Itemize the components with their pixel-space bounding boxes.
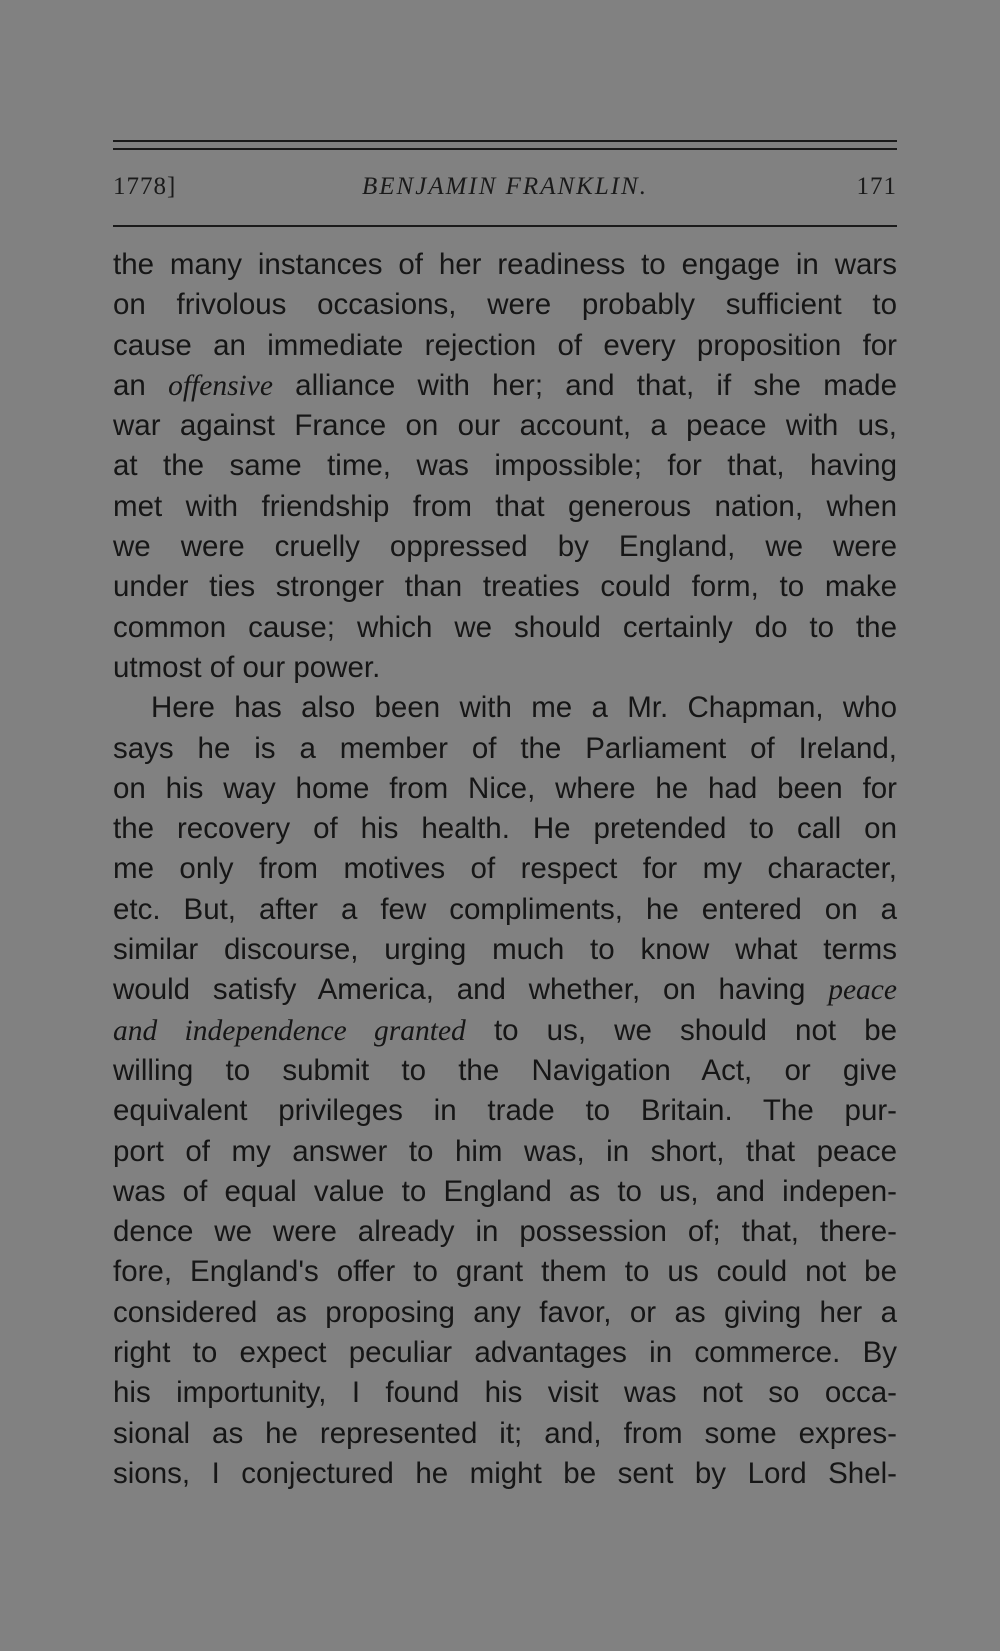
text-line: on his way home from Nice, where he had been for — [113, 771, 897, 805]
text-line: fore, England's offer to grant them to us could not be — [113, 1255, 897, 1289]
text-line: utmost of our power. — [113, 650, 381, 684]
text-line: and independence granted to us, we should not be — [113, 1013, 898, 1047]
text-line: equivalent privileges in trade to Britain. The pur- — [113, 1094, 897, 1128]
italic-emphasis: offensive — [168, 369, 273, 402]
text-line: willing to submit to the Navigation Act, or give — [113, 1053, 897, 1087]
running-header — [113, 173, 897, 207]
text-line: considered as proposing any favor, or as giving her a — [113, 1295, 897, 1329]
page-number: 171 — [856, 173, 897, 200]
text-line: the recovery of his health. He pretended to call on — [113, 812, 897, 846]
text-line: me only from motives of respect for my character, — [113, 852, 897, 886]
header-title: BENJAMIN FRANKLIN. — [362, 173, 648, 200]
text-line: cause an immediate rejection of every proposition for — [113, 328, 897, 362]
text-line: on frivolous occasions, were probably sufficient to — [113, 288, 897, 322]
body-text — [113, 245, 897, 1494]
text-line: etc. But, after a few compliments, he entered on a — [113, 892, 897, 926]
text-line: says he is a member of the Parliament of Ireland, — [113, 731, 897, 765]
text-line: would satisfy America, and whether, on having peace — [113, 973, 897, 1007]
text-line: similar discourse, urging much to know what terms — [113, 933, 897, 967]
text-line: the many instances of her readiness to engage in wars — [113, 248, 897, 281]
header-double-rule-lower — [113, 148, 897, 150]
text-line: common cause; which we should certainly do to the — [113, 610, 897, 644]
text-line: met with friendship from that generous nation, when — [113, 489, 897, 523]
text-line: sional as he represented it; and, from some expres- — [113, 1416, 897, 1450]
text-line: we were cruelly oppressed by England, we were — [113, 530, 897, 564]
text-line: war against France on our account, a peace with us, — [113, 409, 897, 443]
italic-emphasis: peace — [828, 974, 897, 1007]
text-line: dence we were already in possession of; that, there- — [113, 1215, 897, 1249]
text-line: sions, I conjectured he might be sent by Lord Shel- — [113, 1456, 897, 1490]
text-line: under ties stronger than treaties could form, to make — [113, 570, 897, 604]
text-line: port of my answer to him was, in short, that peace — [113, 1134, 897, 1168]
text-line: right to expect peculiar advantages in commerce. By — [113, 1336, 897, 1370]
text-line: was of equal value to England as to us, and indepen- — [113, 1174, 897, 1208]
text-line: Here has also been with me a Mr. Chapman, who — [151, 691, 897, 725]
italic-emphasis: and independence granted — [113, 1014, 466, 1047]
header-rule — [113, 225, 897, 227]
text-line: an offensive alliance with her; and that, if she made — [113, 368, 897, 402]
header-year: 1778] — [113, 173, 177, 200]
text-line: at the same time, was impossible; for that, having — [113, 449, 897, 483]
text-line: his importunity, I found his visit was not so occa- — [113, 1376, 897, 1410]
header-double-rule-upper — [113, 140, 897, 142]
